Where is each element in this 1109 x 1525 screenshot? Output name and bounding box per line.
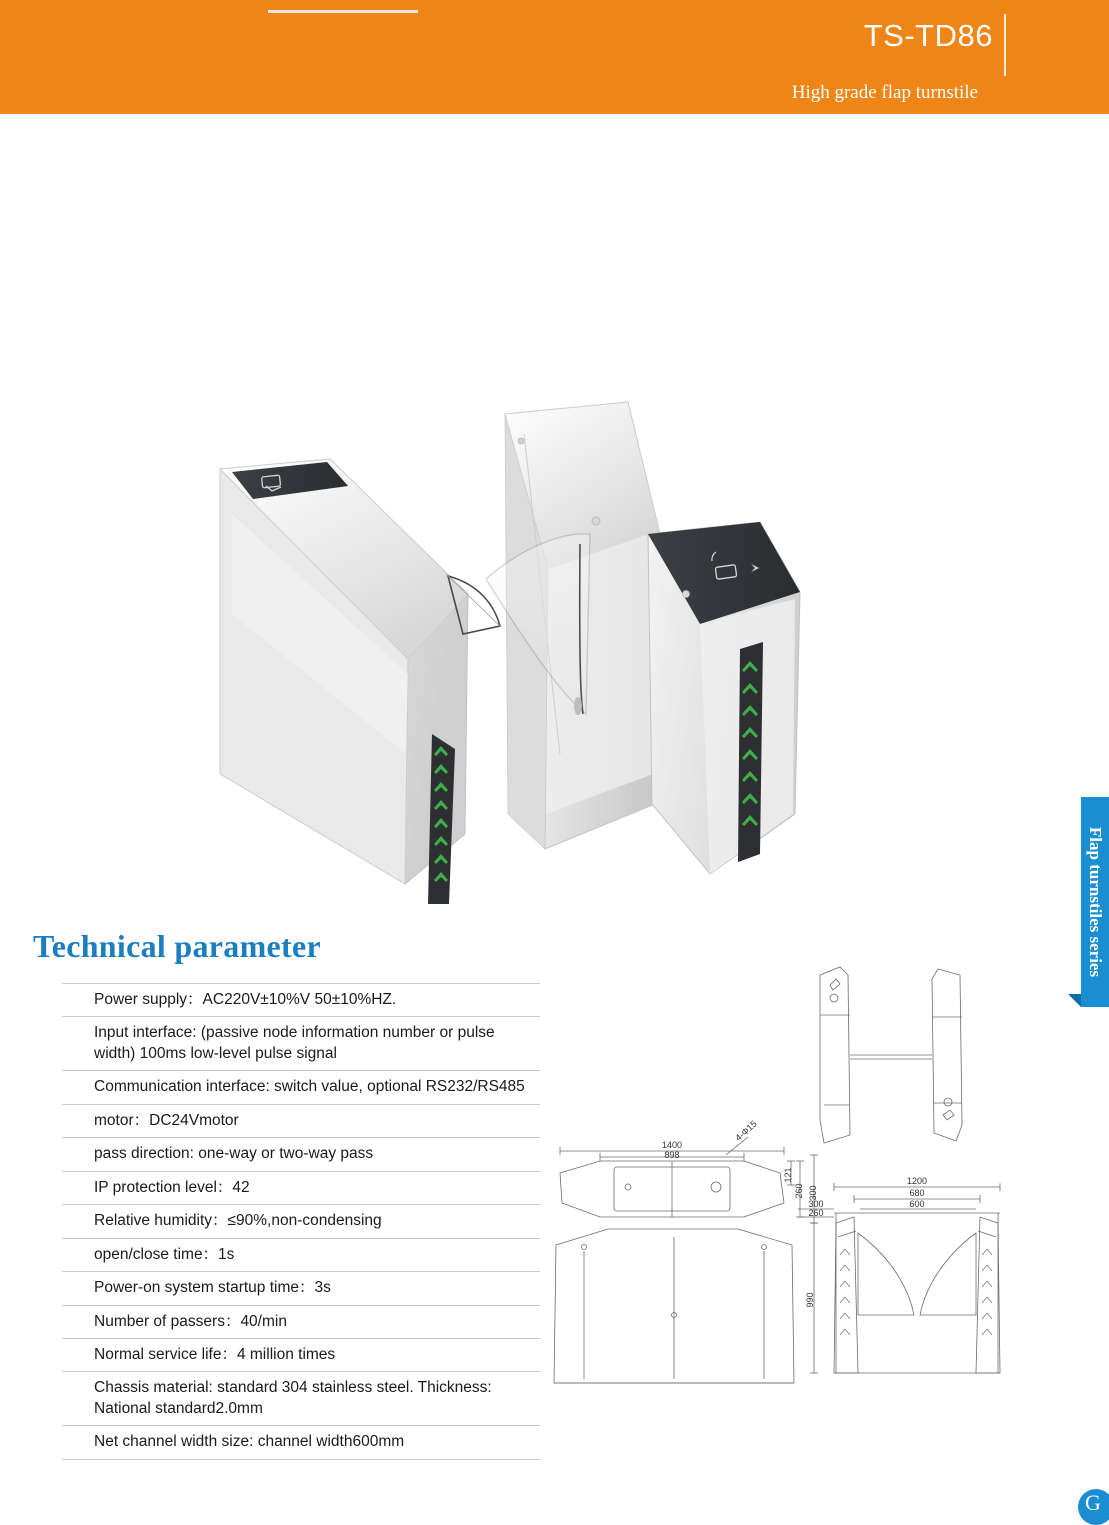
table-row <box>62 1017 540 1071</box>
page-header <box>0 0 1109 114</box>
footer-logo <box>1078 1489 1109 1525</box>
table-row <box>62 1238 540 1271</box>
page-title: Technical parameter <box>33 928 322 964</box>
right-pedestal-front <box>648 522 800 874</box>
spec-ip-protection: IP protection level：42 <box>94 1178 250 1196</box>
table-row <box>62 1372 540 1426</box>
dim-898: 898 <box>664 1150 680 1160</box>
spec-chassis-material: Chassis material: standard 304 stainless steel. Thickness: National standard2.0mm <box>94 1379 492 1417</box>
specifications-table <box>62 983 540 1460</box>
passage-front-view <box>798 1183 1000 1373</box>
left-pedestal <box>220 459 500 904</box>
spec-number-of-passers: Number of passers：40/min <box>94 1312 287 1330</box>
led-indicator-strip-right <box>738 642 763 862</box>
dim-300: 300 <box>808 1185 818 1201</box>
turnstile-illustration <box>0 114 1109 904</box>
dim-990: 990 <box>805 1292 815 1308</box>
spec-channel-width: Net channel width size: channel width600mm <box>94 1433 405 1451</box>
spec-communication-interface: Communication interface: switch value, optional RS232/RS485 <box>94 1078 525 1096</box>
dim-hole-spec: 4-Φ15 <box>733 1118 759 1143</box>
spec-input-interface: Input interface: (passive node information number or pulse width) 100ms low-level pulse signal <box>94 1024 495 1062</box>
dim-1400: 1400 <box>661 1140 683 1150</box>
spec-pass-direction: pass direction: one-way or two-way pass <box>94 1145 374 1163</box>
spec-startup-time: Power-on system startup time：3s <box>94 1279 331 1297</box>
header-divider <box>1004 14 1006 76</box>
footer-logo-glyph: G <box>1085 1490 1101 1515</box>
product-model-title: TS-TD86 <box>863 18 993 53</box>
table-row <box>62 1071 540 1104</box>
dim-1200: 1200 <box>906 1176 928 1186</box>
table-row <box>62 1338 540 1371</box>
spec-power-supply: Power supply：AC220V±10%V 50±10%HZ. <box>94 991 397 1008</box>
front-elevation <box>554 1229 794 1383</box>
dim-600: 600 <box>909 1199 925 1209</box>
table-row <box>62 1104 540 1137</box>
drawing-svg <box>548 955 1088 1435</box>
dim-base-300: 300 <box>808 1199 824 1209</box>
table-row <box>62 1138 540 1171</box>
table-row <box>62 1272 540 1305</box>
top-view-dimensioned <box>560 1137 818 1223</box>
led-indicator-strip-left <box>428 734 455 904</box>
spec-service-life: Normal service life：4 million times <box>94 1345 336 1363</box>
spec-open-close-time: open/close time：1s <box>94 1245 235 1263</box>
dim-260: 260 <box>794 1183 804 1199</box>
table-row <box>62 1205 540 1238</box>
product-subtitle: High grade flap turnstile <box>791 82 978 103</box>
series-side-tab-label: Flap turnstiles series <box>1086 826 1105 978</box>
table-row <box>62 1305 540 1338</box>
table-row <box>62 984 540 1017</box>
spec-motor: motor：DC24Vmotor <box>94 1111 239 1129</box>
table-row <box>62 1426 540 1459</box>
dim-680: 680 <box>909 1188 925 1198</box>
dim-121: 121 <box>783 1167 793 1183</box>
header-tick-mark <box>268 10 418 13</box>
technical-drawings <box>548 955 1088 1435</box>
spec-relative-humidity: Relative humidity：≤90%,non-condensing <box>94 1212 382 1230</box>
dim-base-260: 260 <box>808 1208 824 1218</box>
plan-view-top <box>820 967 962 1143</box>
table-row <box>62 1171 540 1204</box>
